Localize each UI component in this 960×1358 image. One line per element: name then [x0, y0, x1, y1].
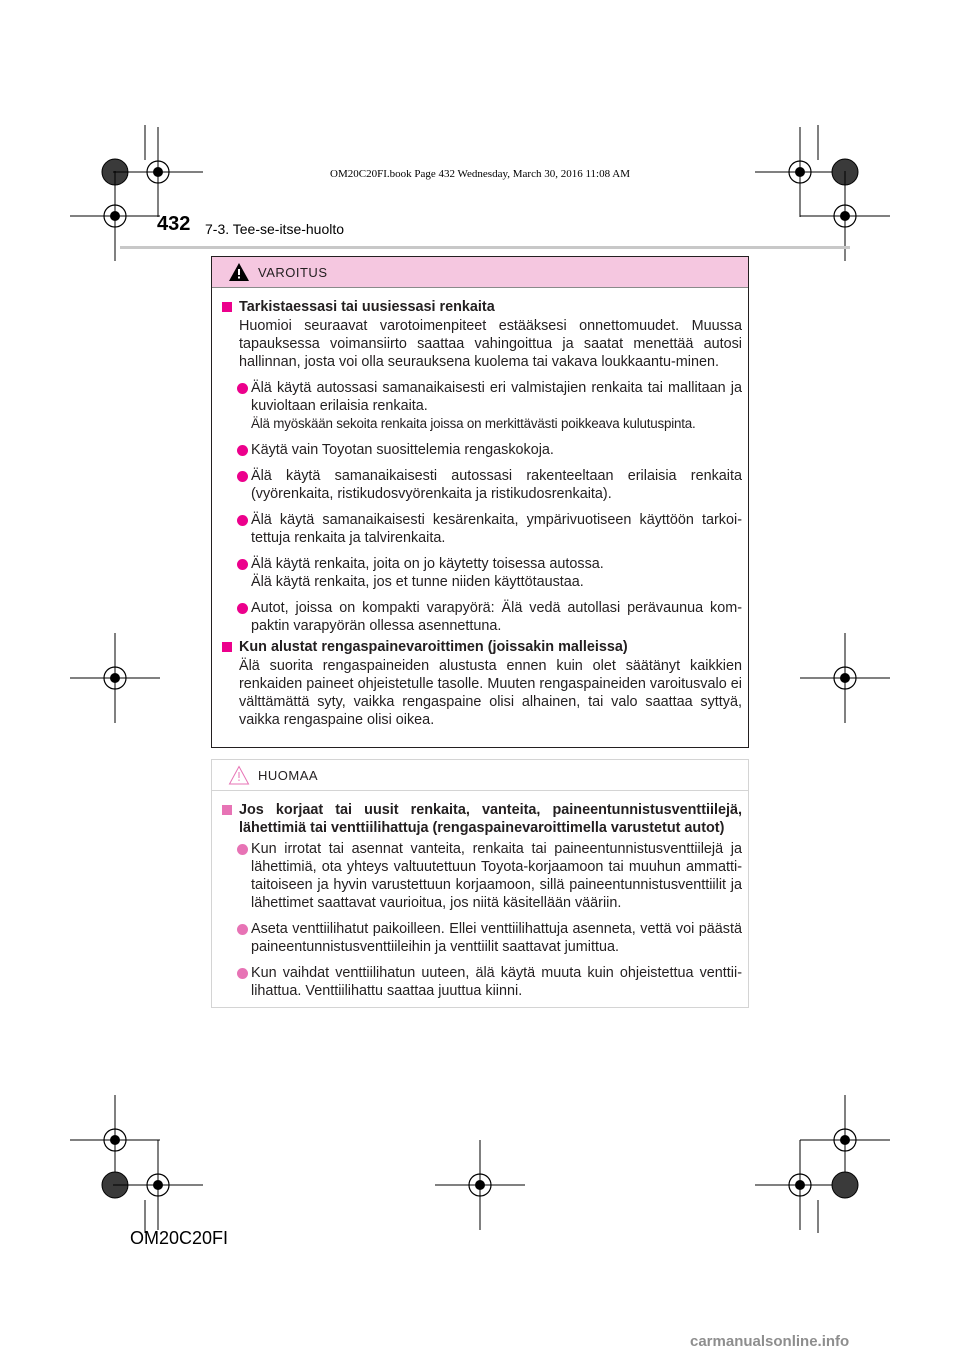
round-bullet-icon: [237, 559, 248, 570]
header-rule: [120, 246, 850, 249]
warning-header: [212, 257, 748, 288]
square-bullet-icon: [222, 642, 232, 652]
list-item: Aseta venttiilihatut paikoilleen. Ellei venttiilihattuja asenneta, vettä voi päästä paineentunnistusventtiileihin ja venttiilit saattavat jumittua.: [222, 920, 742, 956]
watermark: carmanualsonline.info: [690, 1333, 850, 1350]
round-bullet-icon: [237, 471, 248, 482]
list-item: Kun irrotat tai asennat vanteita, renkaita tai paineentunnistusventtiilejä ja lähettimiä, ota yhteys valtuutettuun Toyota-korjaamoon tai muuhun ammatti-taitoiseen ja hyvin varustettuun korjaamoon, sillä paineentunnistusventtiilit ja lähettimet saattavat vaurioitua, jos niitä käsitellään vääriin.: [222, 840, 742, 912]
warning-box: [211, 256, 749, 748]
round-bullet-icon: [237, 445, 248, 456]
list-item: Kun vaihdat venttiilihatun uuteen, älä käytä muuta kuin ohjeistettua venttii-lihattua. Venttiilihattu saattaa juuttua kiinni.: [222, 964, 742, 1000]
warning-section-title: Tarkistaessasi tai uusiessasi renkaita: [222, 298, 742, 316]
notice-header: [212, 760, 748, 791]
model-code: OM20C20FI: [130, 1228, 229, 1248]
registration-cross-icon: [70, 633, 160, 723]
round-bullet-icon: [237, 383, 248, 394]
notice-label: HUOMAA: [258, 768, 319, 783]
registration-cross-icon: [113, 1140, 203, 1230]
warning-body: [212, 288, 748, 729]
notice-triangle-icon: [228, 765, 250, 785]
warning-section-text: Älä suorita rengaspaineiden alustusta ennen kuin olet säätänyt kaikkien renkaiden paineet ohjeistetulle tasolle. Muuten rengaspaineiden varoitusvalo ei välttämättä syty, vaikka rengaspaine olisi alhainen, tai valo saattaa syttyä, vaikka rengaspaine olisi oikea.: [239, 658, 742, 728]
round-bullet-icon: [237, 844, 248, 855]
square-bullet-icon: [222, 805, 232, 815]
square-bullet-icon: [222, 302, 232, 312]
list-item: Älä käytä autossasi samanaikaisesti eri valmistajien renkaita tai mallitaan ja kuvioltaan erilaisia renkaita. Älä myöskään sekoita renkaita joissa on merkittävästi poikkeava kulutuspinta.: [222, 379, 742, 433]
book-info: OM20C20FI.book Page 432 Wednesday, March 30, 2016 11:08 AM: [330, 168, 630, 180]
page-number: 432: [157, 213, 191, 235]
notice-box: [211, 759, 749, 1008]
registration-disc-icon: [832, 1172, 858, 1198]
list-item: Älä käytä renkaita, joita on jo käytetty toisessa autossa. Älä käytä renkaita, jos et tunne niiden käyttötaustaa.: [222, 555, 742, 591]
round-bullet-icon: [237, 968, 248, 979]
warning-label: VAROITUS: [258, 265, 328, 280]
notice-body: [212, 791, 748, 1000]
list-item: Älä käytä samanaikaisesti kesärenkaita, ympärivuotiseen käyttöön tarkoi-tettuja renkaita ja talvirenkaita.: [222, 511, 742, 547]
round-bullet-icon: [237, 924, 248, 935]
registration-cross-icon: [435, 1140, 525, 1230]
list-item: Autot, joissa on kompakti varapyörä: Älä vedä autollasi perävaunua kom-paktin varapyörän ollessa asennettuna.: [222, 599, 742, 635]
round-bullet-icon: [237, 515, 248, 526]
list-item: Älä käytä samanaikaisesti autossasi rakenteeltaan erilaisia renkaita (vyörenkaita, ristikudosvyörenkaita ja ristikudosrenkaita).: [222, 467, 742, 503]
warning-triangle-icon: [228, 262, 250, 282]
list-item: Käytä vain Toyotan suosittelemia rengaskokoja.: [222, 441, 742, 459]
notice-title: Jos korjaat tai uusit renkaita, vanteita, paineentunnistusventtiilejä, lähettimiä tai venttiilihattuja (rengaspainevaroittimella varustetut autot): [222, 801, 742, 837]
registration-cross-icon: [800, 633, 890, 723]
round-bullet-icon: [237, 603, 248, 614]
section-title: 7-3. Tee-se-itse-huolto: [205, 221, 345, 237]
warning-section-text: Huomioi seuraavat varotoimenpiteet estääksesi onnettomuudet. Muussa tapauksessa voimansiirto saattaa vahingoittua ja saatat menettää autosi hallinnan, josta voi olla seurauksena kuolema tai vakava loukkaantu-minen.: [239, 318, 742, 370]
warning-section-title: Kun alustat rengaspainevaroittimen (joissakin malleissa): [222, 638, 742, 656]
